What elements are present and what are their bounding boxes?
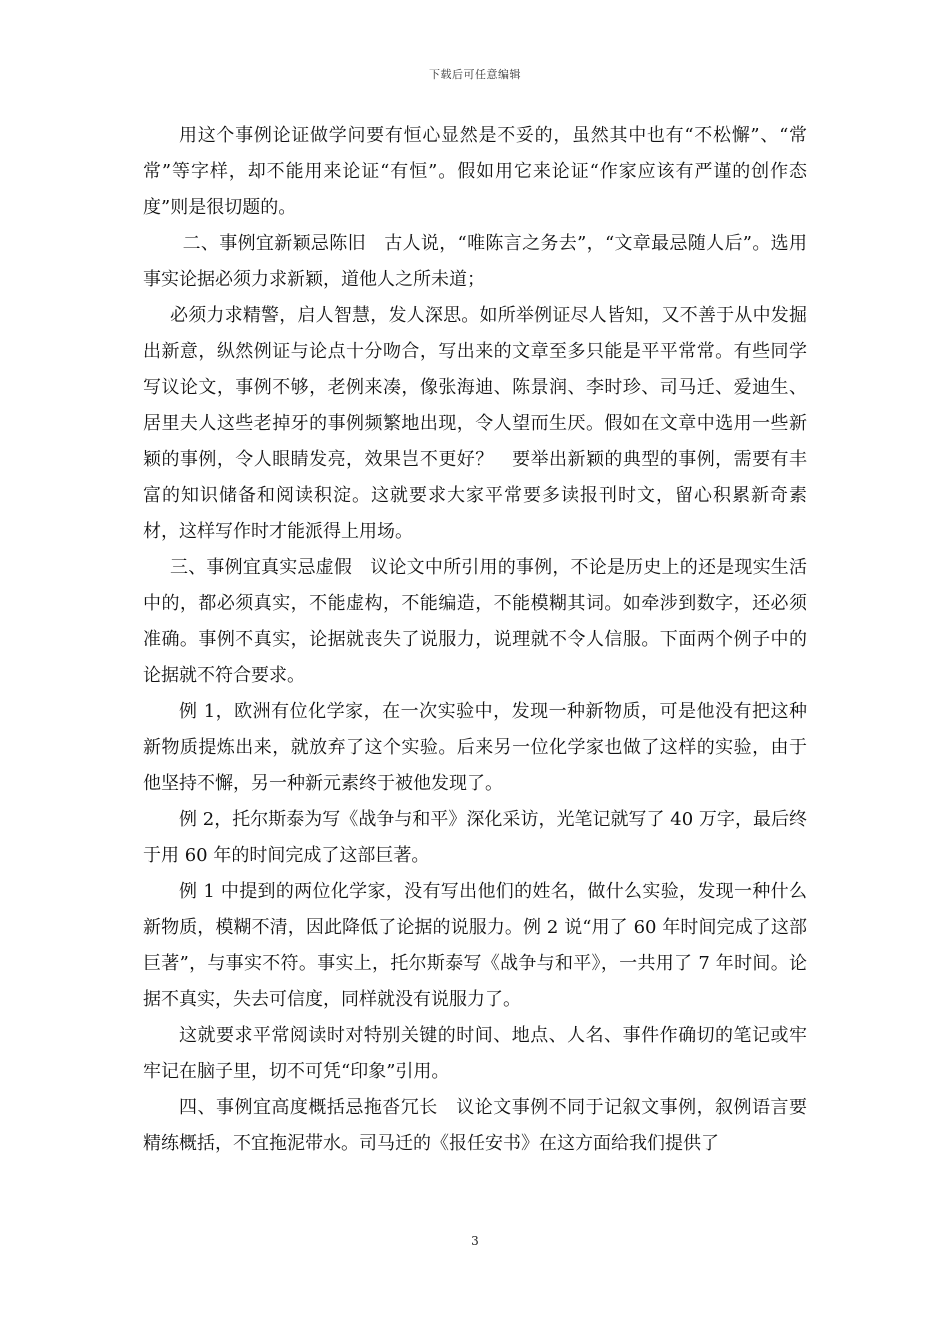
paragraph-1: 用这个事例论证做学问要有恒心显然是不妥的，虽然其中也有“不松懈”、“常常”等字样，却不能用来论证“有恒”。假如用它来论证“作家应该有严谨的创作态度”则是很切题的。 bbox=[143, 125, 807, 218]
page-header: 下载后可任意编辑 bbox=[429, 68, 521, 81]
paragraph-7: 例 1 中提到的两位化学家，没有写出他们的姓名，做什么实验，发现一种什么新物质，模糊不清，因此降低了论据的说服力。例 2 说“用了 60 年时间完成了这部巨著”，与事实不符。事实上，托尔斯泰写《战争与和平》，一共用了 7 年时间。论据不真实，失去可信度，同样就没有说服力了。 bbox=[143, 881, 807, 1010]
document-body bbox=[143, 118, 807, 1162]
paragraph-8: 这就要求平常阅读时对特别关键的时间、地点、人名、事件作确切的笔记或牢牢记在脑子里，切不可凭“印象”引用。 bbox=[143, 1025, 807, 1082]
paragraph-9: 四、事例宜高度概括忌拖沓冗长 议论文事例不同于记叙文事例，叙例语言要精练概括，不宜拖泥带水。司马迁的《报任安书》在这方面给我们提供了 bbox=[143, 1097, 807, 1154]
paragraph-6: 例 2，托尔斯泰为写《战争与和平》深化采访，光笔记就写了 40 万字，最后终于用 60 年的时间完成了这部巨著。 bbox=[143, 809, 807, 866]
paragraph-4: 三、事例宜真实忌虚假 议论文中所引用的事例，不论是历史上的还是现实生活中的，都必须真实，不能虚构，不能编造，不能模糊其词。如牵涉到数字，还必须准确。事例不真实，论据就丧失了说服力，说理就不令人信服。下面两个例子中的论据就不符合要求。 bbox=[143, 557, 807, 686]
paragraph-2: 二、事例宜新颖忌陈旧 古人说，“唯陈言之务去”，“文章最忌随人后”。选用事实论据必须力求新颖，道他人之所未道； bbox=[143, 233, 807, 290]
paragraph-3: 必须力求精警，启人智慧，发人深思。如所举例证尽人皆知，又不善于从中发掘出新意，纵然例证与论点十分吻合，写出来的文章至多只能是平平常常。有些同学写议论文，事例不够，老例来凑，像张海迪、陈景润、李时珍、司马迁、爱迪生、居里夫人这些老掉牙的事例频繁地出现，令人望而生厌。假如在文章中选用一些新颖的事例，令人眼睛发亮，效果岂不更好？ 要举出新颖的典型的事例，需要有丰富的知识储备和阅读积淀。这就要求大家平常要多读报刊时文，留心积累新奇素材，这样写作时才能派得上用场。 bbox=[143, 305, 807, 542]
paragraph-5: 例 1，欧洲有位化学家，在一次实验中，发现一种新物质，可是他没有把这种新物质提炼出来，就放弃了这个实验。后来另一位化学家也做了这样的实验，由于他坚持不懈，另一种新元素终于被他发现了。 bbox=[143, 701, 807, 794]
page-number: 3 bbox=[471, 1234, 479, 1248]
